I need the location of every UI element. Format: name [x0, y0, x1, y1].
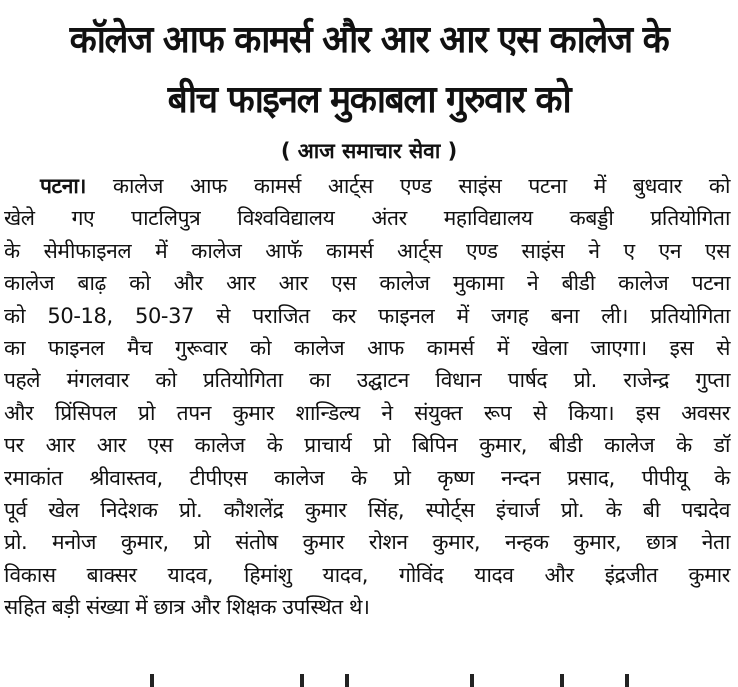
- cutoff-glyph: [470, 674, 474, 687]
- cutoff-glyph: [625, 674, 629, 687]
- headline-line-2: बीच फाइनल मुकाबला गुरुवार को: [167, 77, 571, 121]
- body-line: और प्रिंसिपल प्रो तपन कुमार शान्डिल्य ने संयुक्त रूप से किया। इस अवसर: [4, 400, 730, 425]
- body-line: पूर्व खेल निदेशक प्रो. कौशलेंद्र कुमार सिंह, स्पोर्ट्स इंचार्ज प्रो. के बी पद्मदेव: [4, 497, 730, 522]
- body-line: के सेमीफाइनल में कालेज आफॅ कामर्स आर्ट्स एण्ड साइंस ने ए एन एस: [4, 238, 730, 263]
- body-line: पर आर आर एस कालेज के प्राचार्य प्रो बिपिन कुमार, बीडी कालेज के डॉ: [4, 433, 730, 458]
- body-line: का फाइनल मैच गुरूवार को कालेज आफ कामर्स में खेला जाएगा। इस से: [4, 335, 730, 360]
- cutoff-glyph: [300, 674, 304, 687]
- byline: ( आज समाचार सेवा ): [280, 139, 458, 163]
- next-article-cutoff: [0, 672, 738, 687]
- cutoff-glyph: [345, 674, 349, 687]
- cutoff-glyph: [150, 674, 154, 687]
- body-line: सहित बड़ी संख्या में छात्र और शिक्षक उपस्थित थे।: [4, 595, 370, 620]
- body-line: खेले गए पाटलिपुत्र विश्वविद्यालय अंतर महाविद्यालय कबड्डी प्रतियोगिता: [4, 206, 730, 231]
- body-line: विकास बाक्सर यादव, हिमांशु यादव, गोविंद यादव और इंद्रजीत कुमार: [4, 562, 730, 587]
- cutoff-glyph: [560, 674, 564, 687]
- body-line: प्रो. मनोज कुमार, प्रो संतोष कुमार रोशन कुमार, नन्हक कुमार, छात्र नेता: [4, 530, 730, 555]
- body-line: [4, 170, 730, 202]
- article-body: [4, 170, 730, 623]
- body-line: को 50-18, 50-37 से पराजित कर फाइनल में जगह बना ली। प्रतियोगिता: [4, 303, 730, 328]
- body-line: रमाकांत श्रीवास्तव, टीपीएस कालेज के प्रो कृष्ण नन्दन प्रसाद, पीपीयू के: [4, 465, 730, 490]
- body-line: पहले मंगलवार को प्रतियोगिता का उद्घाटन विधान पार्षद प्रो. राजेन्द्र गुप्ता: [4, 368, 730, 393]
- headline-line-1: कॉलेज आफ कामर्स और आर आर एस कालेज के: [69, 17, 669, 61]
- body-line-text: कालेज आफ कामर्स आर्ट्स एण्ड साइंस पटना में बुधवार को: [112, 174, 730, 198]
- body-line: कालेज बाढ़ को और आर आर एस कालेज मुकामा ने बीडी कालेज पटना: [4, 271, 730, 296]
- dateline: पटना।: [40, 174, 86, 198]
